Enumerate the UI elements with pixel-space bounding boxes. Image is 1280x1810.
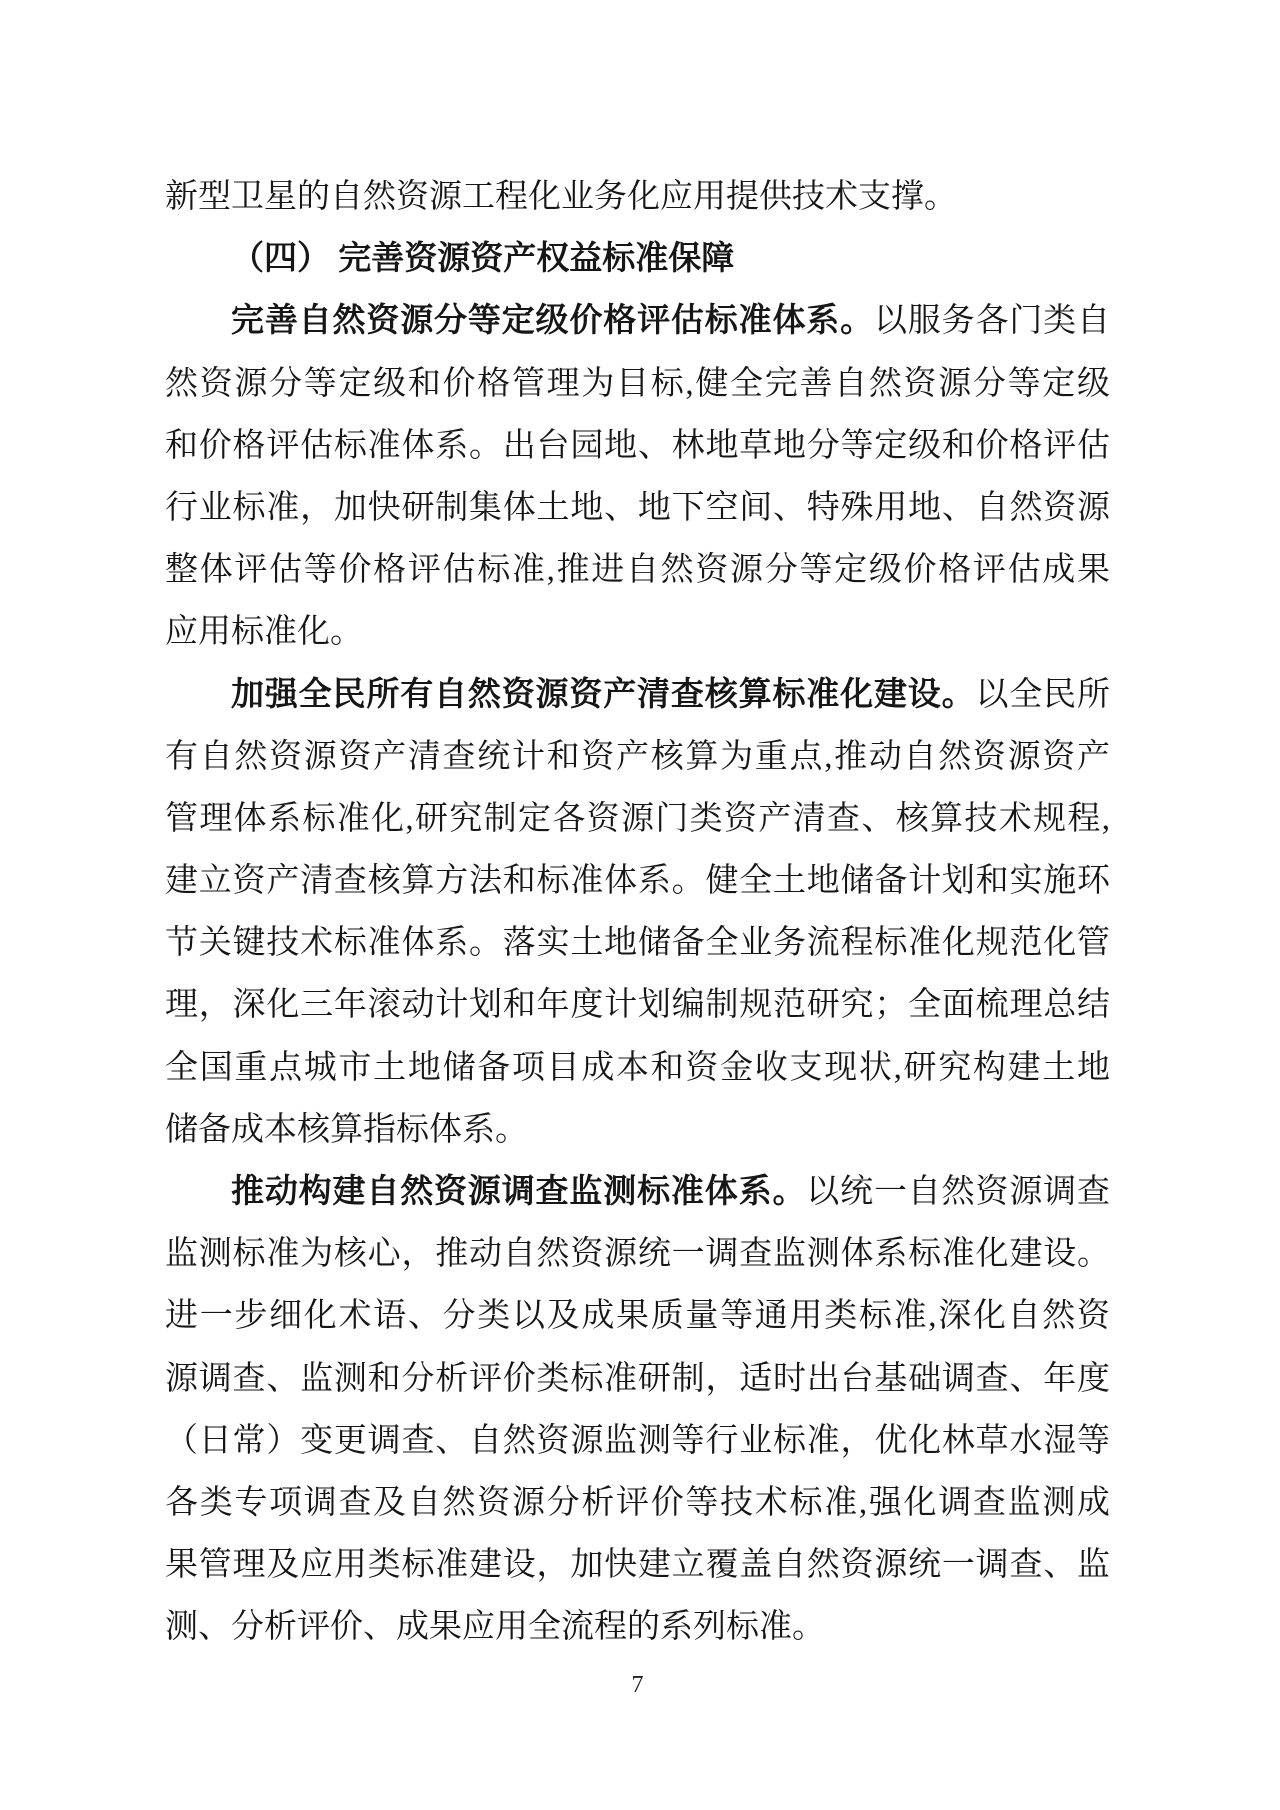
line-text: 储备成本核算指标体系。 — [165, 1111, 528, 1148]
document-line — [165, 353, 1110, 415]
document-line — [165, 788, 1110, 850]
document-line — [165, 1534, 1110, 1596]
document-line — [165, 539, 1110, 601]
document-line — [165, 1596, 1110, 1658]
document-line — [165, 974, 1110, 1036]
line-text: 有自然资源资产清查统计和资产核算为重点,推动自然资源资产 — [165, 738, 1110, 775]
document-line — [165, 1472, 1110, 1534]
document-line — [165, 1223, 1110, 1285]
line-text: 建立资产清查核算方法和标准体系。健全土地储备计划和实施环 — [165, 863, 1110, 900]
line-text: 各类专项调查及自然资源分析评价等技术标准,强化调查监测成 — [165, 1484, 1110, 1521]
line-text: 以全民所 — [975, 676, 1111, 713]
section-heading — [165, 228, 1110, 290]
document-line — [165, 1037, 1110, 1099]
document-line — [165, 912, 1110, 974]
bold-lead: 推动构建自然资源调查监测标准体系。 — [231, 1174, 807, 1210]
document-line — [165, 1285, 1110, 1347]
line-text: 应用标准化。 — [165, 614, 363, 651]
document-line — [165, 166, 1110, 228]
page-number: 7 — [631, 1672, 644, 1698]
document-line — [165, 290, 1110, 352]
document-line — [165, 726, 1110, 788]
line-text: 全国重点城市土地储备项目成本和资金收支现状,研究构建土地 — [165, 1049, 1110, 1086]
line-text: 以统一自然资源调查 — [806, 1174, 1111, 1210]
line-text: 整体评估等价格评估标准,推进自然资源分等定级价格评估成果 — [165, 552, 1110, 589]
line-text: 理，深化三年滚动计划和年度计划编制规范研究；全面梳理总结 — [165, 987, 1110, 1024]
line-text: （日常）变更调查、自然资源监测等行业标准，优化林草水湿等 — [165, 1422, 1110, 1459]
line-text: 源调查、监测和分析评价类标准研制，适时出台基础调查、年度 — [165, 1360, 1110, 1397]
document-line — [165, 601, 1110, 663]
line-text: 以服务各门类自 — [873, 303, 1111, 340]
document-line — [165, 1099, 1110, 1161]
document-line — [165, 1348, 1110, 1410]
line-text: 新型卫星的自然资源工程化业务化应用提供技术支撑。 — [165, 179, 957, 215]
line-text: 监测标准为核心，推动自然资源统一调查监测体系标准化建设。 — [165, 1236, 1110, 1273]
line-text: 节关键技术标准体系。落实土地储备全业务流程标准化规范化管 — [165, 925, 1110, 962]
bold-lead: 完善自然资源分等定级价格评估标准体系。 — [231, 303, 874, 340]
line-text: 果管理及应用类标准建设，加快建立覆盖自然资源统一调查、监 — [165, 1547, 1110, 1584]
document-line — [165, 664, 1110, 726]
line-text: 然资源分等定级和价格管理为目标,健全完善自然资源分等定级 — [165, 365, 1110, 402]
document-body — [165, 166, 1110, 1659]
line-text: 行业标准，加快研制集体土地、地下空间、特殊用地、自然资源 — [165, 489, 1110, 526]
bold-lead: 加强全民所有自然资源资产清查核算标准化建设。 — [231, 676, 976, 713]
document-line — [165, 1161, 1110, 1223]
line-text: 管理体系标准化,研究制定各资源门类资产清查、核算技术规程, — [165, 800, 1110, 837]
document-line — [165, 477, 1110, 539]
document-line — [165, 1410, 1110, 1472]
section-heading-text: （四） 完善资源资产权益标准保障 — [231, 241, 735, 278]
line-text: 和价格评估标准体系。出台园地、林地草地分等定级和价格评估 — [165, 427, 1110, 464]
document-line — [165, 850, 1110, 912]
document-line — [165, 415, 1110, 477]
line-text: 进一步细化术语、分类以及成果质量等通用类标准,深化自然资 — [165, 1298, 1110, 1335]
line-text: 测、分析评价、成果应用全流程的系列标准。 — [165, 1609, 825, 1646]
